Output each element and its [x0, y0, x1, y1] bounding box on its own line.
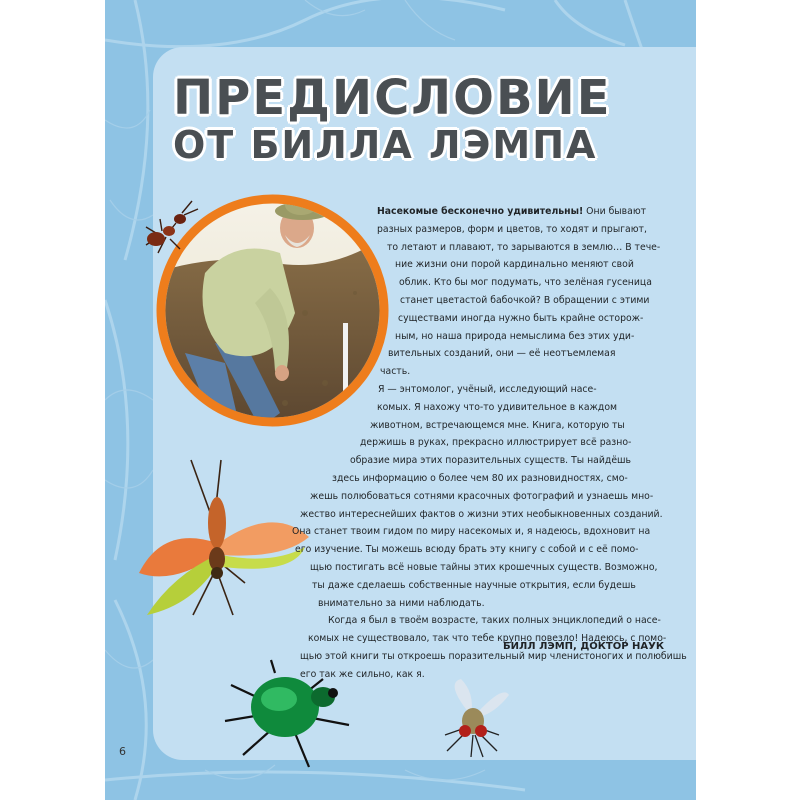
paragraph-line: облик. Кто бы мог подумать, что зелёная гусеница: [399, 277, 652, 289]
paragraph-line: станет цветастой бабочкой? В обращении с этими: [400, 294, 650, 306]
page-title-line-2: ОТ БИЛЛА ЛЭМПА: [173, 123, 598, 167]
foreword-text: [292, 203, 687, 684]
paragraph-line: щью постигать всё новые тайны этих крошечных существ. Возможно,: [310, 561, 658, 573]
paragraph-line: его так же сильно, как я.: [300, 668, 425, 680]
paragraph-line: Я — энтомолог, учёный, исследующий насе-: [378, 383, 597, 395]
paragraph-line: внимательно за ними наблюдать.: [318, 597, 485, 609]
paragraph-line: ты даже сделаешь собственные научные открытия, если будешь: [312, 579, 636, 591]
paragraph-line: Когда я был в твоём возрасте, таких полных энциклопедий о насе-: [328, 615, 661, 627]
paragraph-line: образие мира этих поразительных существ. Ты найдёшь: [350, 455, 632, 467]
paragraph-line-text: Они бывают: [583, 206, 647, 217]
paragraph-line: ние жизни они порой кардинально меняют свой: [395, 259, 634, 271]
ant-icon: [142, 193, 202, 263]
page-number: 6: [119, 745, 126, 758]
paragraph-line: разных размеров, форм и цветов, то ходят и прыгают,: [377, 223, 647, 235]
paragraph-line: Она станет твоим гидом по миру насекомых и, я надеюсь, вдохновит на: [292, 526, 651, 538]
fly-icon: [425, 673, 520, 763]
paragraph-line: держишь в руках, прекрасно иллюстрирует всё разно-: [360, 437, 632, 449]
paragraph-line: существами иногда нужно быть крайне осторож-: [398, 312, 644, 324]
paragraph-line: его изучение. Ты можешь всюду брать эту книгу с собой и с её помо-: [295, 544, 639, 556]
paragraph-line: вительных созданий, они — её неотъемлемая: [388, 348, 616, 360]
book-page: [105, 0, 696, 800]
page-title-line-1: ПРЕДИСЛОВИЕ: [173, 70, 612, 126]
lead-sentence: Насекомые бесконечно удивительны!: [377, 206, 584, 217]
paragraph-line: часть.: [380, 366, 411, 378]
grasshopper-icon: [133, 455, 313, 625]
paragraph-line: животном, встречающемся мне. Книга, которую ты: [370, 419, 625, 431]
paragraph-line: ным, но наша природа немыслима без этих уди-: [395, 330, 635, 342]
paragraph-line: щью этой книги ты откроешь поразительный мир членистоногих и полюбишь: [300, 650, 687, 662]
paragraph-line: жешь полюбоваться сотнями красочных фотографий и узнаешь мно-: [310, 490, 654, 502]
paragraph-line: здесь информацию о более чем 80 их разновидностях, смо-: [332, 472, 628, 484]
paragraph-line: комых не существовало, так что тебе крупно повезло! Надеюсь, с помо-: [308, 633, 667, 645]
paragraph-line: [377, 203, 655, 221]
paragraph-line: то летают и плавают, то зарываются в землю… В тече-: [387, 241, 661, 253]
paragraph-line: комых. Я нахожу что-то удивительное в каждом: [377, 401, 618, 413]
paragraph-line: жество интереснейших фактов о жизни этих необыкновенных созданий.: [300, 508, 663, 520]
author-signature: БИЛЛ ЛЭМП, ДОКТОР НАУК: [503, 641, 665, 652]
